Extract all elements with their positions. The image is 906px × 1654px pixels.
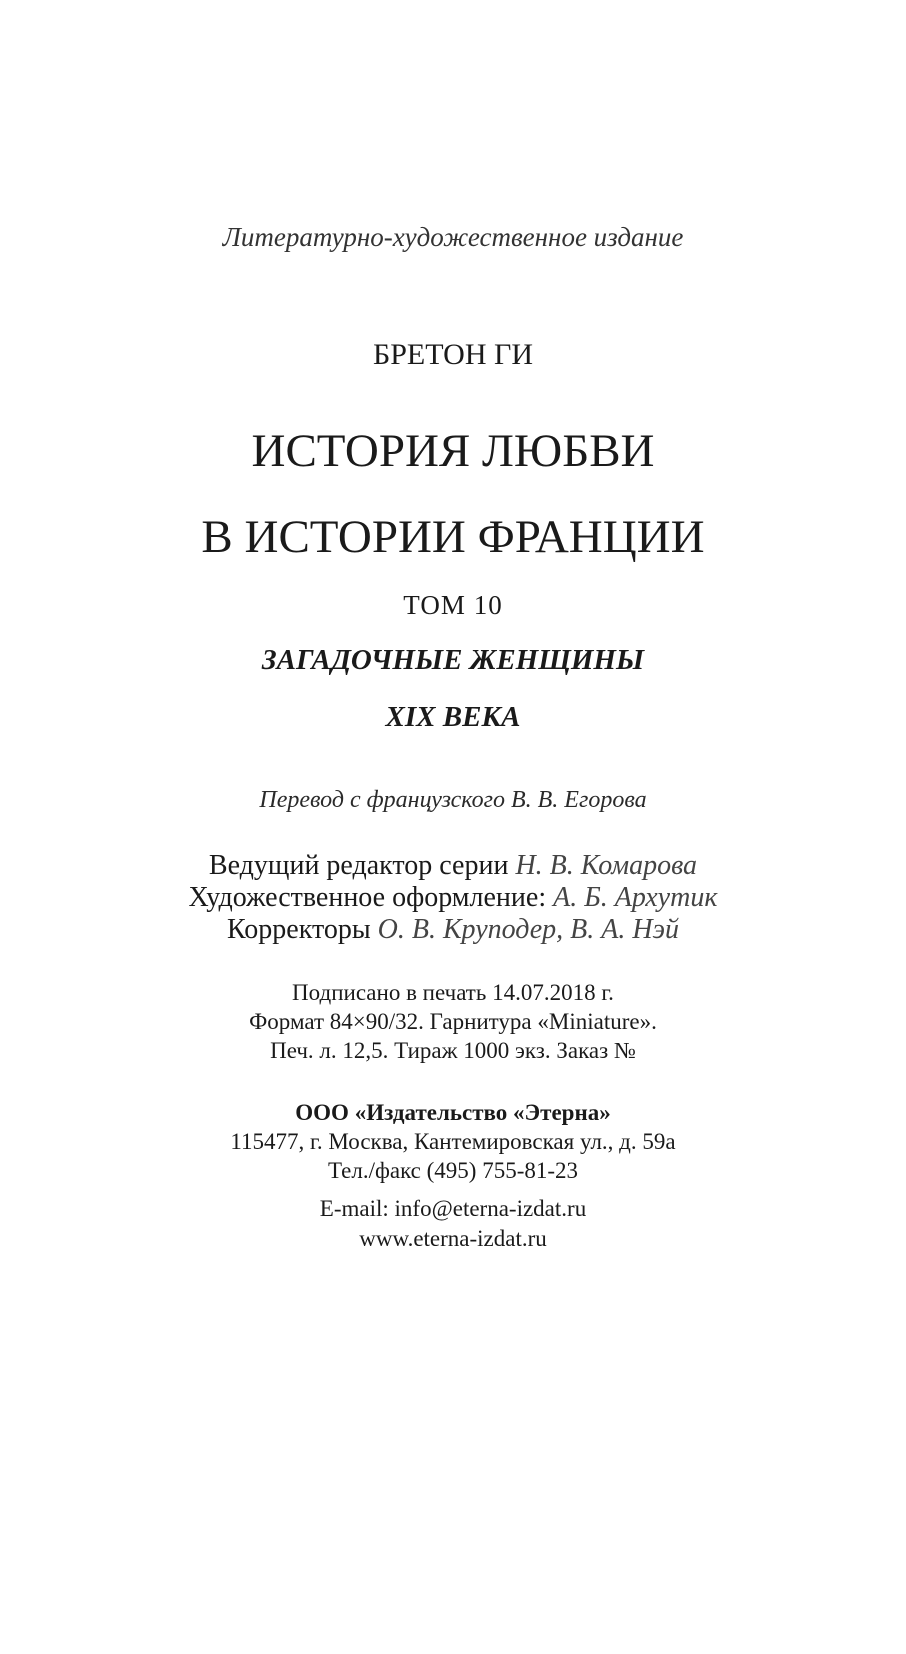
book-title-line-2: В ИСТОРИИ ФРАНЦИИ (201, 511, 705, 563)
imprint-format: Формат 84×90/32. Гарнитура «Miniature». (249, 1009, 657, 1034)
author: БРЕТОН ГИ (372, 338, 533, 371)
credit-name: Н. В. Комарова (515, 850, 698, 881)
credit-name: А. Б. Архутик (553, 882, 718, 913)
credit-proofreaders (0, 916, 906, 944)
credit-role: Художественное оформление: (188, 882, 547, 913)
subtitle-line-2: XIX ВЕКА (385, 701, 521, 733)
imprint-signed-date: Подписано в печать 14.07.2018 г. (292, 980, 614, 1005)
credit-series-editor (0, 852, 906, 880)
translation-credit: Перевод с французского В. В. Егорова (259, 787, 647, 813)
credit-name: О. В. Круподер, В. А. Нэй (377, 914, 679, 945)
imprint-print-run: Печ. л. 12,5. Тираж 1000 экз. Заказ № (270, 1038, 636, 1063)
credit-role: Корректоры (227, 914, 371, 945)
publisher-name: ООО «Издательство «Этерна» (295, 1100, 611, 1125)
publisher-email: E-mail: info@eterna-izdat.ru (319, 1196, 587, 1221)
book-title-line-1: ИСТОРИЯ ЛЮБВИ (251, 425, 655, 477)
publisher-website: www.eterna-izdat.ru (359, 1226, 547, 1251)
credit-role: Ведущий редактор серии (208, 850, 509, 881)
publisher-phone: Тел./факс (495) 755-81-23 (327, 1158, 579, 1183)
subtitle-line-1: ЗАГАДОЧНЫЕ ЖЕНЩИНЫ (261, 644, 645, 676)
publisher-address: 115477, г. Москва, Кантемировская ул., д. 59а (230, 1129, 676, 1154)
edition-type: Литературно-художественное издание (222, 222, 684, 252)
volume-number: ТОМ 10 (403, 590, 503, 620)
credit-art-design (0, 884, 906, 912)
